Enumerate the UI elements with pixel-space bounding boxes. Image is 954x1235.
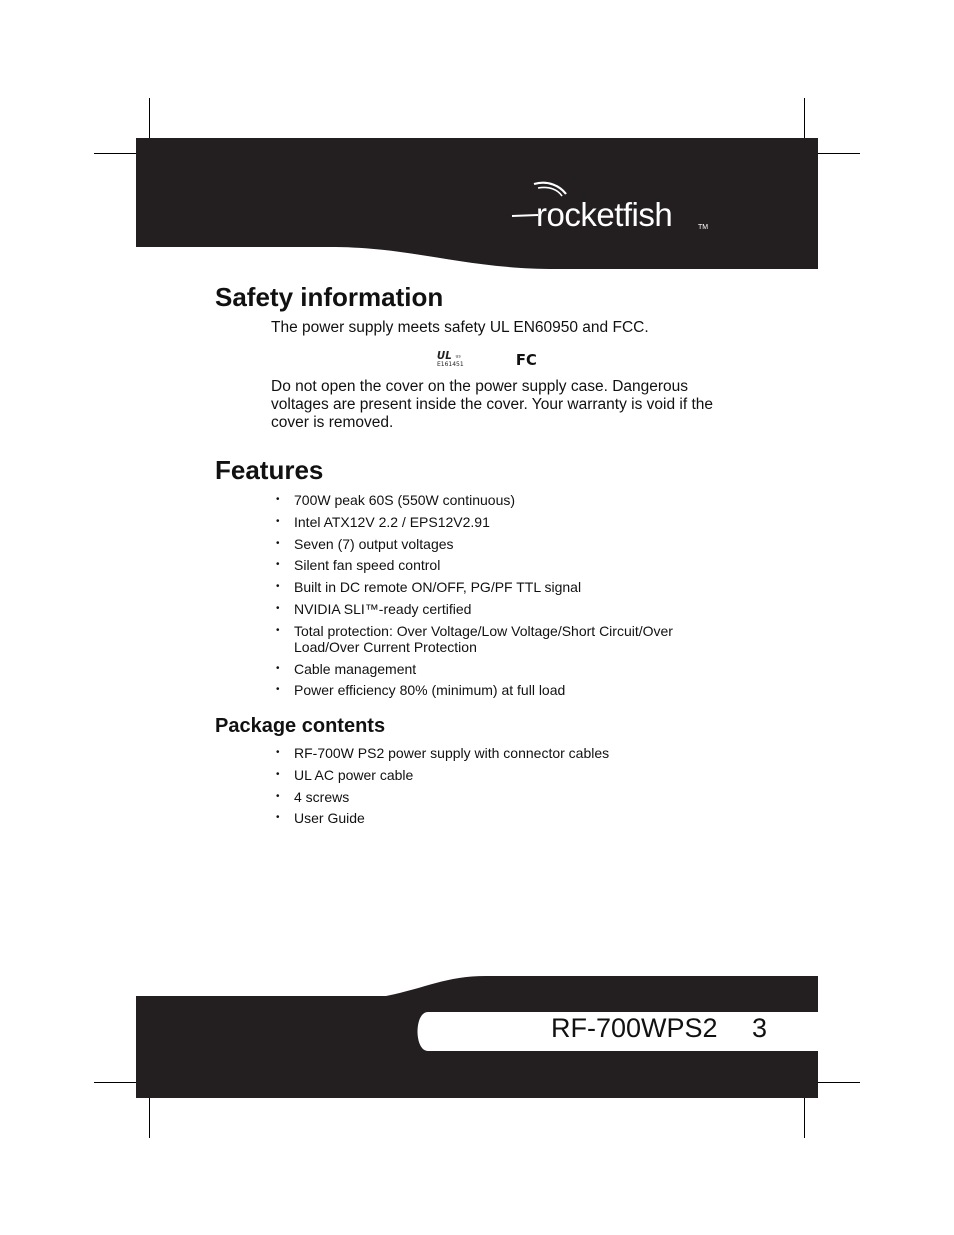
brand-wordmark: rocketfish: [536, 196, 673, 233]
list-item: • 4 screws: [276, 788, 350, 805]
crop-mark: [804, 1098, 805, 1138]
features-list: [276, 492, 716, 704]
list-item: • Intel ATX12V 2.2 / EPS12V2.91: [276, 513, 490, 530]
list-item: • UL AC power cable: [276, 766, 414, 783]
list-item: • Seven (7) output voltages: [276, 535, 454, 552]
svg-text:FC: FC: [515, 352, 537, 368]
bullet-icon: •: [276, 515, 280, 527]
crop-mark: [149, 1098, 150, 1138]
crop-mark: [94, 153, 136, 154]
safety-warning: Do not open the cover on the power supply case. Dangerous voltages are present inside the cover. Your warranty is void if the cover is removed.: [271, 378, 713, 431]
list-item: • NVIDIA SLI™-ready certified: [276, 600, 472, 617]
list-item: • Power efficiency 80% (minimum) at full load: [276, 682, 566, 699]
bullet-icon: •: [276, 559, 280, 571]
bullet-icon: •: [276, 812, 280, 824]
list-item: • Silent fan speed control: [276, 557, 441, 574]
crop-mark: [818, 153, 860, 154]
svg-text:us: us: [455, 354, 461, 360]
fcc-certification-icon: [515, 351, 539, 368]
bullet-icon: •: [276, 494, 280, 505]
bullet-icon: •: [276, 624, 280, 636]
list-item: • Cable management: [276, 660, 417, 677]
bullet-icon: •: [276, 790, 280, 802]
features-title: Features: [215, 455, 324, 485]
list-item: • Total protection: Over Voltage/Low Voltage/Short Circuit/Over Load/Over Current Protection: [276, 622, 673, 655]
bullet-icon: •: [276, 581, 280, 593]
list-item: • Built in DC remote ON/OFF, PG/PF TTL signal: [276, 579, 582, 596]
safety-title: Safety information: [215, 282, 444, 312]
list-item: • 700W peak 60S (550W continuous): [276, 492, 516, 508]
list-item: • User Guide: [276, 810, 365, 827]
bullet-icon: •: [276, 747, 280, 758]
model-number: RF-700WPS2: [551, 1013, 718, 1043]
package-title: Package contents: [215, 715, 386, 737]
page-number: 3: [752, 1013, 768, 1043]
bullet-icon: •: [276, 662, 280, 674]
bullet-icon: •: [276, 537, 280, 549]
ul-file-number: E161451: [437, 361, 464, 368]
crop-mark: [804, 98, 805, 138]
trademark-symbol: TM: [698, 224, 709, 231]
crop-mark: [149, 98, 150, 138]
safety-intro: The power supply meets safety UL EN60950 and FCC.: [271, 319, 649, 336]
package-list: [276, 745, 716, 832]
crop-mark: [818, 1082, 860, 1083]
crop-mark: [94, 1082, 136, 1083]
bullet-icon: •: [276, 602, 280, 614]
bullet-icon: •: [276, 768, 280, 780]
bullet-icon: •: [276, 684, 280, 696]
svg-text:UL: UL: [436, 351, 452, 362]
list-item: • RF-700W PS2 power supply with connector cables: [276, 745, 610, 761]
